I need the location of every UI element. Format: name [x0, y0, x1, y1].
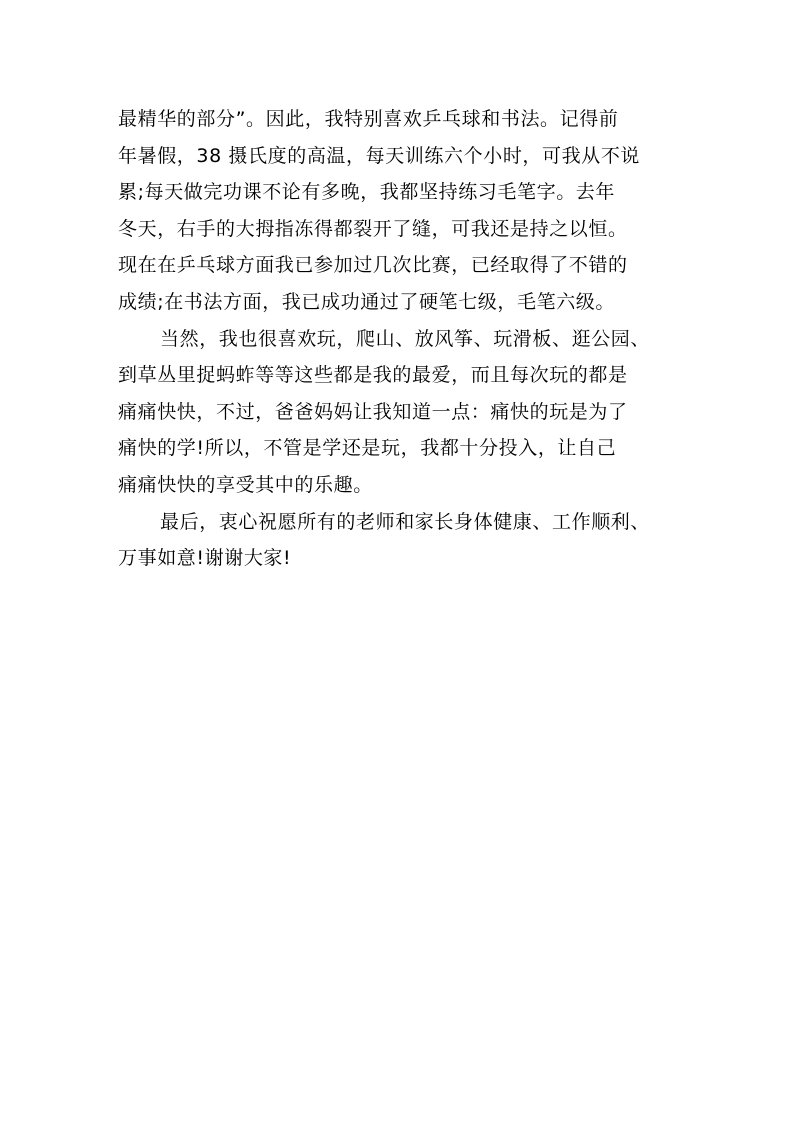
- text-line: 现在在乒乓球方面我已参加过几次比赛，已经取得了不错的: [118, 254, 628, 277]
- paragraph-start-line: 最后，衷心祝愿所有的老师和家长身体健康、工作顺利、: [160, 510, 651, 533]
- text-line: 万事如意!谢谢大家!: [118, 547, 292, 570]
- text-line: 最精华的部分”。因此，我特别喜欢乒乓球和书法。记得前: [118, 108, 619, 130]
- text-line: 痛痛快快的享受其中的乐趣。: [118, 473, 373, 496]
- text-line: 痛痛快快，不过，爸爸妈妈让我知道一点：痛快的玩是为了: [118, 400, 628, 423]
- text-line: 冬天，右手的大拇指冻得都裂开了缝，可我还是持之以恒。: [118, 217, 628, 240]
- text-line: 年暑假，38 摄氏度的高温，每天训练六个小时，可我从不说: [118, 144, 641, 167]
- text-line: 到草丛里捉蚂蚱等等这些都是我的最爱，而且每次玩的都是: [118, 364, 628, 387]
- document-body: [118, 101, 678, 577]
- text-line: 累;每天做完功课不论有多晚，我都坚持练习毛笔字。去年: [118, 181, 616, 204]
- text-line: 痛快的学!所以，不管是学还是玩，我都十分投入，让自己: [118, 437, 617, 460]
- text-line: 成绩;在书法方面，我已成功通过了硬笔七级，毛笔六级。: [118, 290, 616, 313]
- paragraph-start-line: 当然，我也很喜欢玩，爬山、放风筝、玩滑板、逛公园、: [160, 327, 651, 350]
